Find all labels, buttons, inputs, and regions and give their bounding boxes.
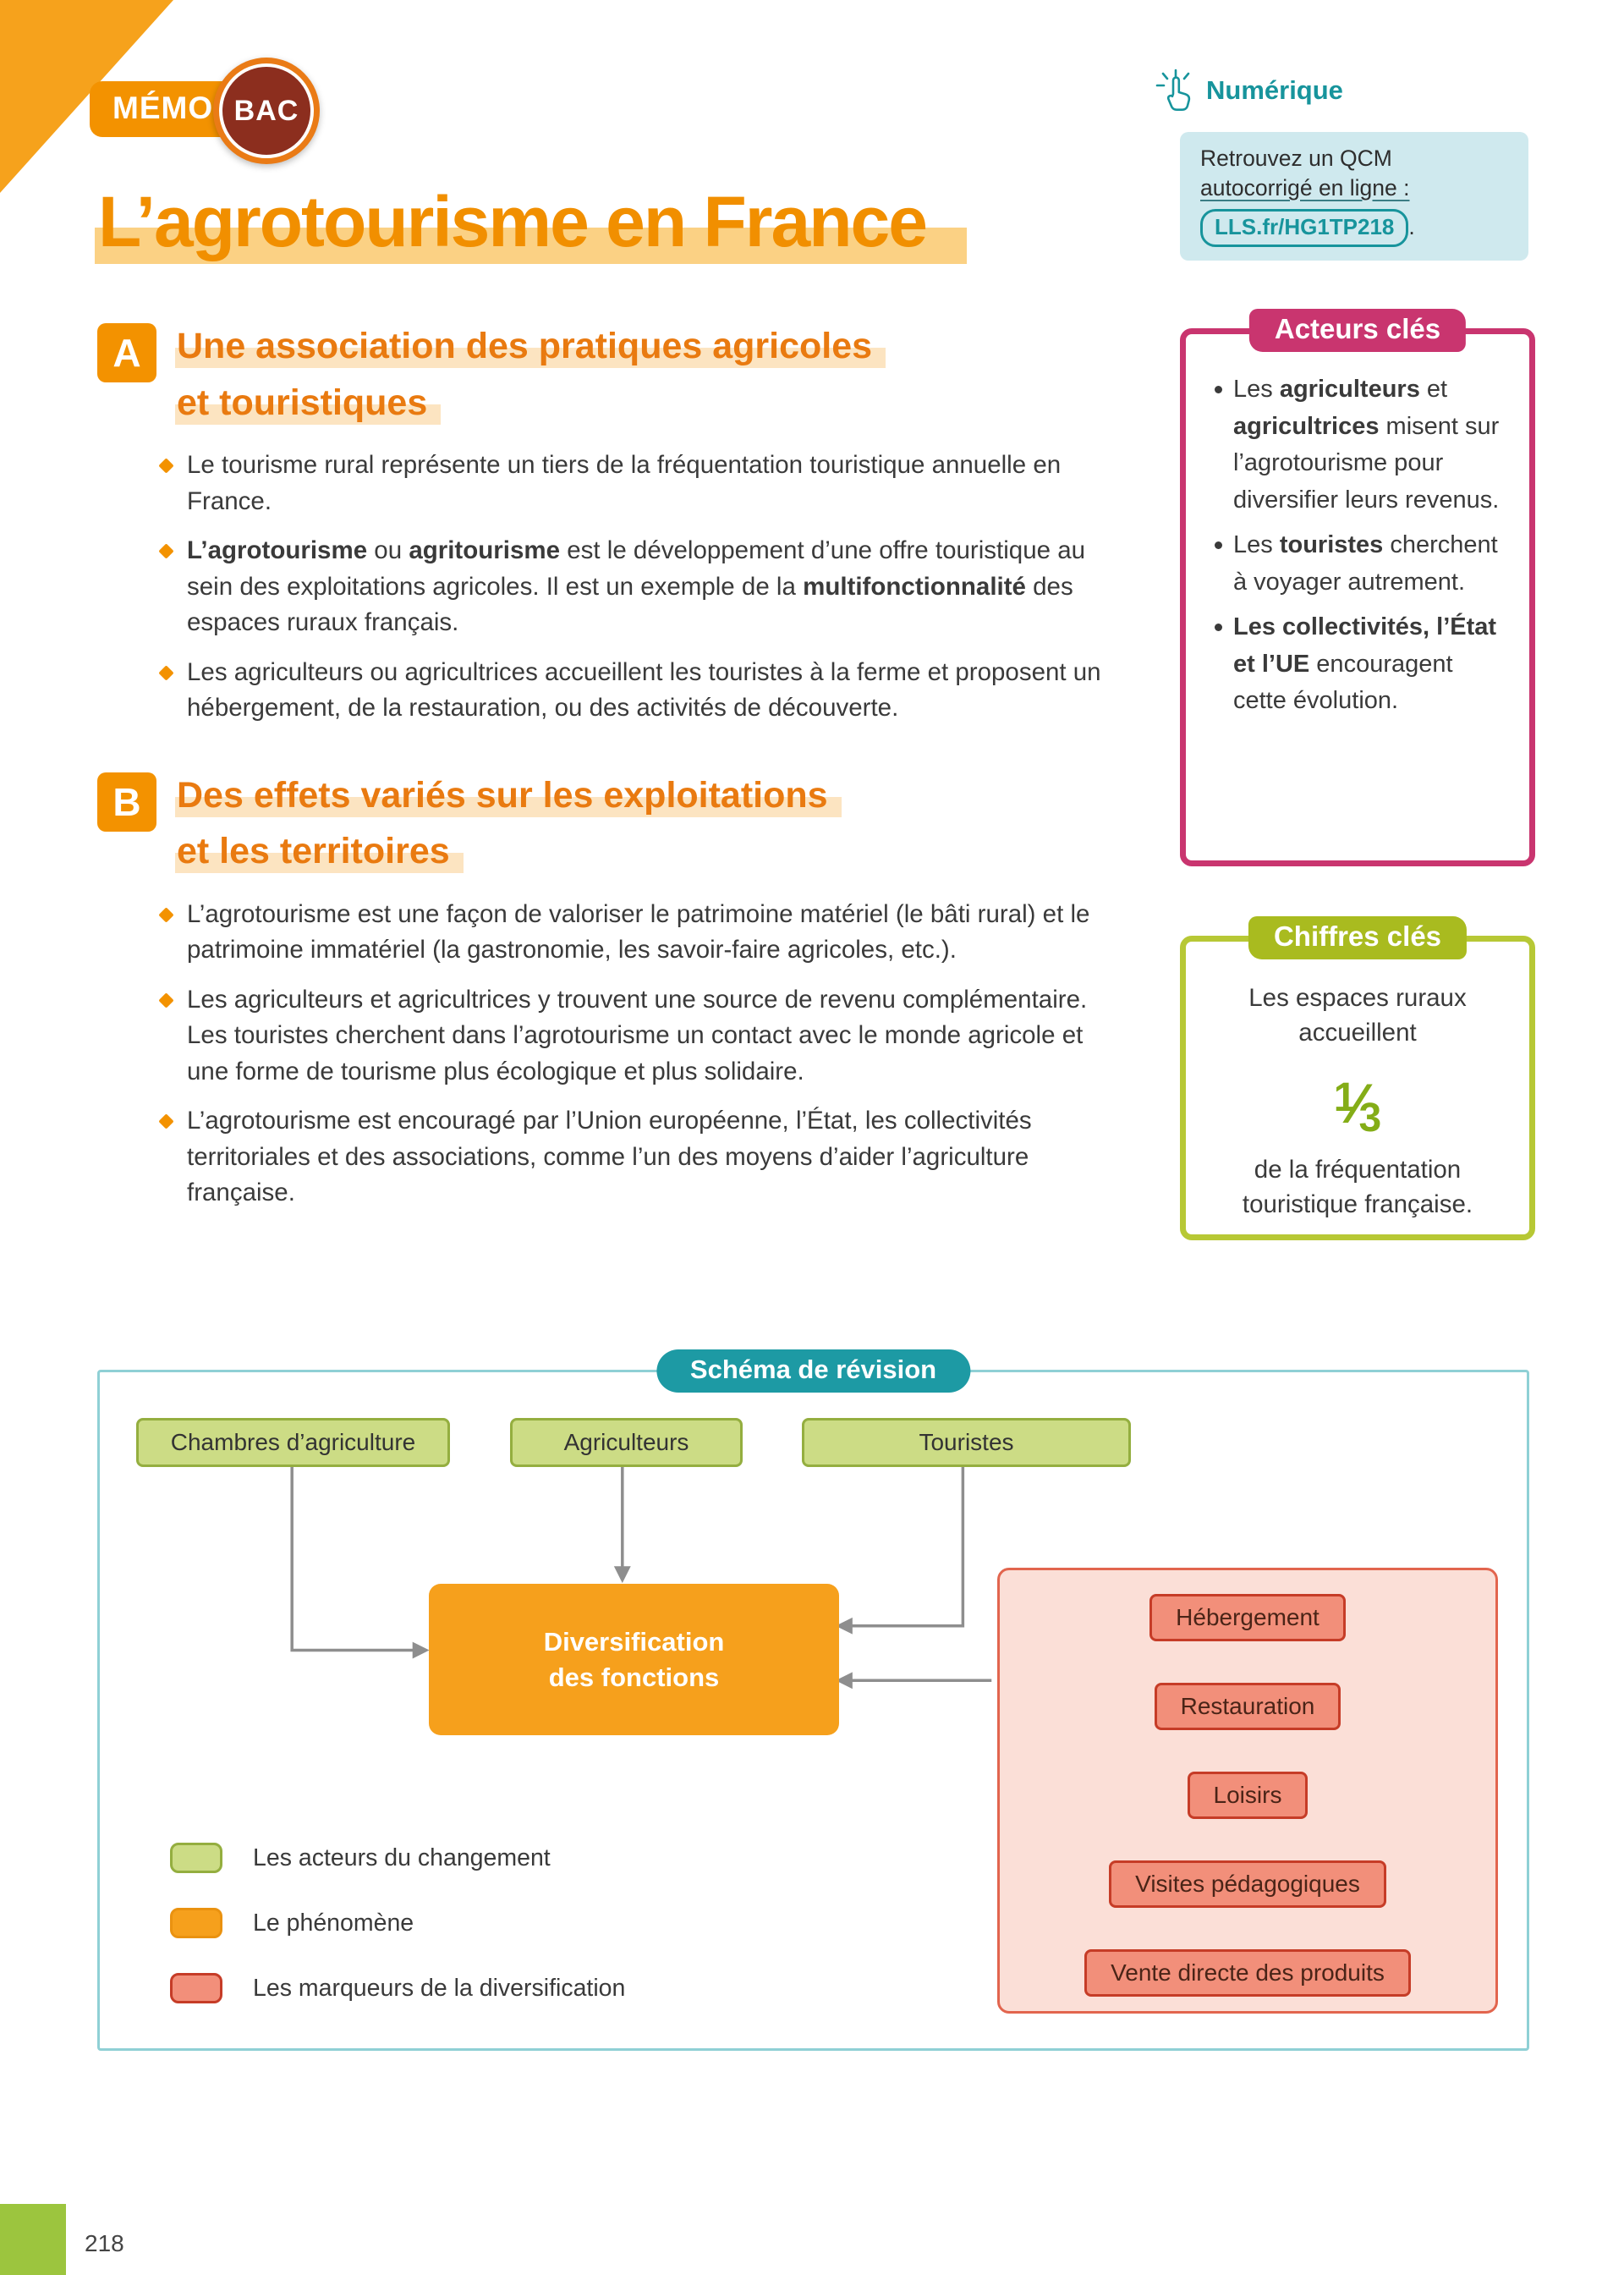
chapter-color-bar <box>0 2204 66 2275</box>
section-b-bullets <box>158 897 1127 1212</box>
bac-badge-label: BAC <box>219 63 314 158</box>
main-column <box>97 323 1127 1225</box>
revision-diagram-title: Schéma de révision <box>656 1349 970 1393</box>
diversification-markers-panel <box>997 1568 1498 2014</box>
arrow-touristes-to-diversification <box>836 1466 963 1635</box>
arrow-chambres-to-diversification <box>292 1466 429 1658</box>
node-restauration: Restauration <box>1155 1683 1341 1730</box>
bullet-dot-icon <box>1215 624 1222 631</box>
section-a-letter-badge: A <box>97 323 156 382</box>
page-number: 218 <box>85 2230 124 2256</box>
memo-bullet: Le tourisme rural représente un tiers de la fréquentation touristique annuelle en France. <box>158 448 1127 519</box>
qcm-text-line2: autocorrigé en ligne : <box>1200 174 1410 201</box>
key-actors-box <box>1180 313 1535 866</box>
diamond-bullet-icon <box>158 907 173 922</box>
qcm-callout <box>1180 132 1528 261</box>
bac-badge <box>213 58 320 164</box>
legend-item-actors: Les acteurs du changement <box>170 1843 551 1873</box>
qcm-suffix: . <box>1408 213 1415 239</box>
arrow-markers-to-diversification <box>836 1672 991 1689</box>
section-a-title: Une association des pratiques agricoles et touristiques <box>175 318 886 431</box>
diamond-bullet-icon <box>158 992 173 1008</box>
node-loisirs: Loisirs <box>1188 1772 1309 1819</box>
bullet-dot-icon <box>1215 386 1222 393</box>
bullet-dot-icon <box>1215 541 1222 549</box>
node-vente-directe-des-produits: Vente directe des produits <box>1084 1949 1411 1997</box>
key-figures-box-title: Chiffres clés <box>1248 916 1467 959</box>
memo-bullet: L’agrotourisme est une façon de valoriser le patrimoine matériel (le bâti rural) et le patrimoine immatériel (la gastronomie, les savoir-faire agricoles, etc.). <box>158 897 1127 969</box>
section-b-letter-badge: B <box>97 772 156 832</box>
page-title: L’agrotourisme en France <box>95 181 967 263</box>
node-diversification-des-fonctions: Diversification des fonctions <box>429 1584 839 1735</box>
revision-diagram <box>97 1355 1529 2051</box>
one-third-fraction: 1⁄3 <box>1333 1071 1382 1140</box>
numerique-label: Numérique <box>1206 75 1343 105</box>
arrow-agriculteurs-to-diversification <box>614 1466 631 1583</box>
key-actor-item: Les touristes cherchent à voyager autrement. <box>1210 527 1507 601</box>
diamond-bullet-icon <box>158 1113 173 1129</box>
key-actor-item: Les agriculteurs et agricultrices misent sur l’agrotourisme pour diversifier leurs revenus. <box>1210 371 1507 519</box>
section-b-header <box>97 772 1127 880</box>
node-hebergement: Hébergement <box>1149 1594 1346 1641</box>
memo-badge: MÉMO <box>90 81 236 137</box>
numerique-header <box>1152 68 1343 113</box>
click-hand-icon <box>1152 68 1198 113</box>
node-agriculteurs: Agriculteurs <box>510 1418 743 1467</box>
key-actor-item: Les collectivités, l’État et l’UE encouragent cette évolution. <box>1210 609 1507 720</box>
legend-item-markers: Les marqueurs de la diversification <box>170 1973 625 2003</box>
diamond-bullet-icon <box>158 459 173 474</box>
memo-bullet: Les agriculteurs et agricultrices y trouvent une source de revenu complémentaire. Les touristes cherchent dans l’agrotourisme un contact avec le monde agricole et une forme de tourisme plus écologique et plus solidaire. <box>158 982 1127 1090</box>
legend-orange-swatch-icon <box>170 1908 222 1938</box>
node-visites-pedagogiques: Visites pédagogiques <box>1109 1860 1386 1908</box>
qcm-link[interactable]: LLS.fr/HG1TP218 <box>1200 209 1408 247</box>
diamond-bullet-icon <box>158 665 173 680</box>
diamond-bullet-icon <box>158 544 173 559</box>
node-chambres-dagriculture: Chambres d’agriculture <box>136 1418 450 1467</box>
section-a-bullets <box>158 448 1127 726</box>
section-a-header <box>97 323 1127 431</box>
key-actors-content <box>1186 334 1529 737</box>
section-b-title: Des effets variés sur les exploitations et les territoires <box>175 767 842 880</box>
key-figures-outro: de la fréquentation touristique française. <box>1242 1155 1473 1219</box>
qcm-text-line1: Retrouvez un QCM <box>1200 146 1392 171</box>
memo-bullet: L’agrotourisme ou agritourisme est le développement d’une offre touristique au sein des exploitations agricoles. Il est un exemple de la multifonctionnalité des espaces ruraux français. <box>158 533 1127 640</box>
key-figures-content <box>1186 942 1529 1231</box>
key-figures-box <box>1180 920 1535 1240</box>
memo-bullet: L’agrotourisme est encouragé par l’Union européenne, l’État, les collectivités territoriales et des associations, comme l’un des moyens d’aider l’agriculture française. <box>158 1103 1127 1211</box>
legend-red-swatch-icon <box>170 1973 222 2003</box>
memo-bullet: Les agriculteurs ou agricultrices accueillent les touristes à la ferme et proposent un hébergement, de la restauration, ou des activités de découverte. <box>158 655 1127 727</box>
node-touristes: Touristes <box>802 1418 1131 1467</box>
legend-item-phenomenon: Le phénomène <box>170 1908 414 1938</box>
key-figures-intro: Les espaces ruraux accueillent <box>1248 984 1467 1047</box>
legend-green-swatch-icon <box>170 1843 222 1873</box>
key-actors-box-title: Acteurs clés <box>1249 309 1466 352</box>
